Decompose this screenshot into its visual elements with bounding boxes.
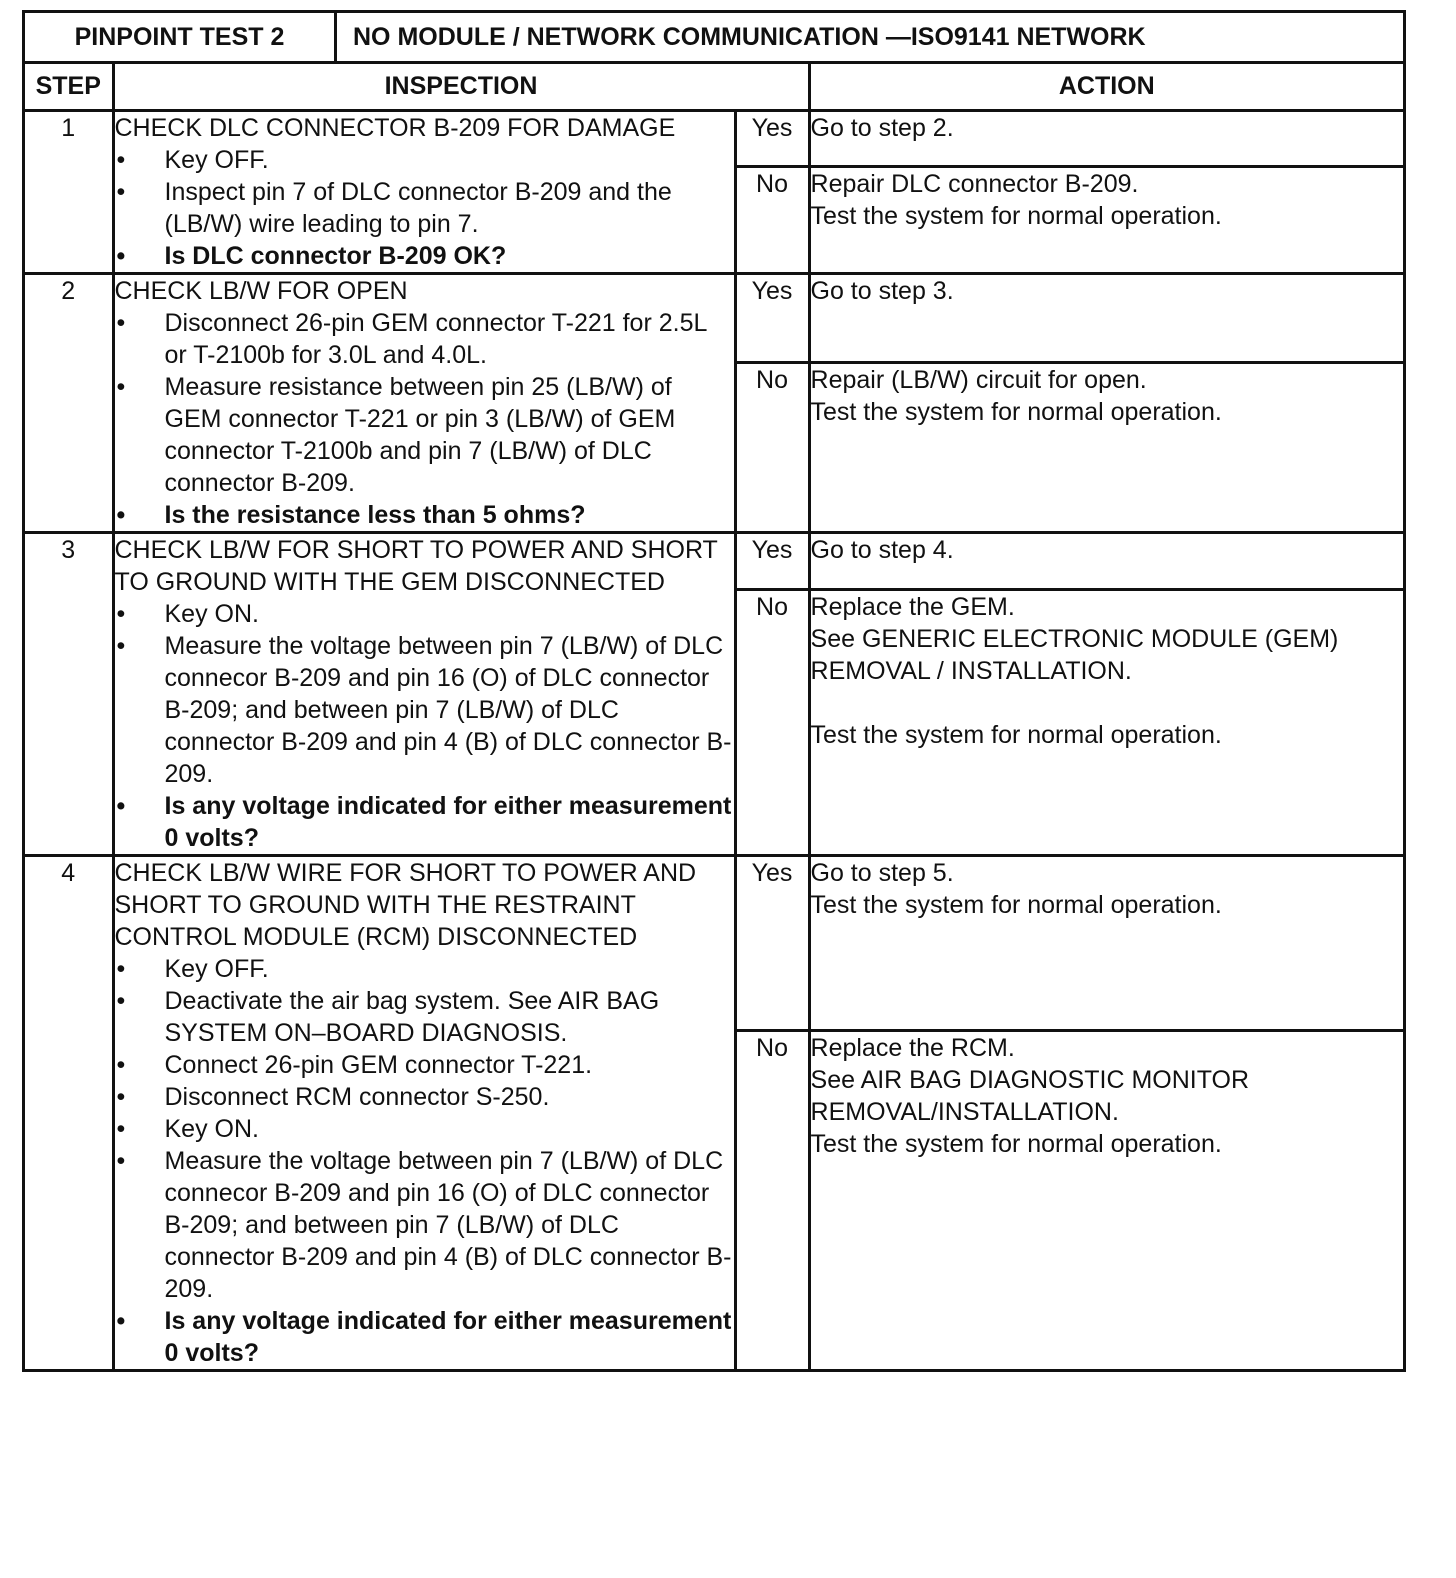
- inspection-bullet: • Key ON.: [115, 1113, 734, 1145]
- inspection-cell: [113, 856, 735, 1370]
- no-label: No: [735, 1031, 809, 1369]
- inspection-bullet: • Connect 26-pin GEM connector T-221.: [115, 1049, 734, 1081]
- action-line: Repair DLC connector B-209.: [810, 169, 1139, 198]
- no-label: No: [735, 362, 809, 532]
- inspection-heading: CHECK LB/W FOR OPEN: [114, 277, 408, 305]
- inspection-bullet: • Key OFF.: [115, 144, 734, 176]
- action-line: Go to step 2.: [810, 114, 954, 142]
- inspection-bullet: • Deactivate the air bag system. See AIR BAG SYSTEM ON–BOARD DIAGNOSIS.: [115, 985, 734, 1049]
- inspection-bullet: • Measure the voltage between pin 7 (LB/W) of DLC connecor B-209 and pin 16 (O) of DLC connector B-209; and between pin 7 (LB/W) of DLC connector B-209 and pin 4 (B) of DLC connector B-209.: [115, 630, 734, 790]
- yes-action: [809, 274, 1403, 363]
- step-row-yes: [25, 111, 1403, 167]
- test-description: NO MODULE / NETWORK COMMUNICATION —ISO9141 NETWORK: [353, 22, 1146, 51]
- inspection-bullet: • Key OFF.: [115, 953, 734, 985]
- inspection-bullet: • Key ON.: [115, 598, 734, 630]
- step-number: 3: [25, 533, 113, 856]
- action-line: Test the system for normal operation.: [810, 721, 1222, 750]
- action-line: Go to step 5.: [810, 859, 954, 887]
- inspection-cell: [113, 274, 735, 533]
- yes-action: [809, 111, 1403, 167]
- inspection-bullet: • Inspect pin 7 of DLC connector B-209 and the (LB/W) wire leading to pin 7.: [115, 176, 734, 240]
- no-action: [809, 1031, 1403, 1369]
- no-label: No: [735, 590, 809, 856]
- inspection-heading: CHECK LB/W FOR SHORT TO POWER AND SHORT TO GROUND WITH THE GEM DISCONNECTED: [114, 536, 718, 596]
- column-header-inspection: INSPECTION: [113, 64, 809, 111]
- action-line: Test the system for normal operation.: [810, 397, 1222, 426]
- yes-label: Yes: [735, 111, 809, 167]
- inspection-bullet: • Measure the voltage between pin 7 (LB/W) of DLC connecor B-209 and pin 16 (O) of DLC connector B-209; and between pin 7 (LB/W) of DLC connector B-209 and pin 4 (B) of DLC connector B-209.: [115, 1145, 734, 1305]
- inspection-cell: [113, 533, 735, 856]
- action-line: Replace the RCM.: [810, 1034, 1015, 1063]
- yes-label: Yes: [735, 533, 809, 590]
- no-label: No: [735, 166, 809, 273]
- inspection-question: • Is DLC connector B-209 OK?: [115, 240, 734, 272]
- steps-body: [25, 111, 1403, 1370]
- inspection-heading: CHECK DLC CONNECTOR B-209 FOR DAMAGE: [114, 114, 676, 142]
- action-line: Repair (LB/W) circuit for open.: [810, 365, 1147, 394]
- inspection-bullet: • Disconnect 26-pin GEM connector T-221 for 2.5L or T-2100b for 3.0L and 4.0L.: [115, 307, 734, 371]
- column-header-step: STEP: [25, 64, 113, 111]
- inspection-bullets: [115, 144, 734, 272]
- action-line: Go to step 3.: [810, 277, 954, 305]
- inspection-heading: CHECK LB/W WIRE FOR SHORT TO POWER AND SHORT TO GROUND WITH THE RESTRAINT CONTROL MODULE (RCM) DISCONNECTED: [114, 859, 697, 951]
- test-id: PINPOINT TEST 2: [25, 13, 337, 61]
- inspection-question: • Is the resistance less than 5 ohms?: [115, 499, 734, 531]
- inspection-cell: [113, 111, 735, 274]
- inspection-bullet: • Disconnect RCM connector S-250.: [115, 1081, 734, 1113]
- yes-action: [809, 856, 1403, 1031]
- inspection-bullets: [115, 307, 734, 531]
- action-line: Test the system for normal operation.: [810, 891, 1222, 919]
- action-line: [811, 687, 1403, 719]
- action-line: Go to step 4.: [810, 536, 954, 564]
- yes-label: Yes: [735, 274, 809, 363]
- step-number: 2: [25, 274, 113, 533]
- action-line: See GENERIC ELECTRONIC MODULE (GEM) REMOVAL / INSTALLATION.: [810, 625, 1339, 686]
- inspection-bullets: [115, 598, 734, 854]
- action-line: Replace the GEM.: [810, 593, 1015, 622]
- no-action: [809, 590, 1403, 856]
- title-row: [25, 13, 1403, 64]
- action-line: See AIR BAG DIAGNOSTIC MONITOR REMOVAL/INSTALLATION.: [810, 1066, 1250, 1127]
- step-row-yes: [25, 274, 1403, 363]
- inspection-question: • Is any voltage indicated for either measurement 0 volts?: [115, 790, 734, 854]
- column-header-row: [25, 64, 1403, 111]
- inspection-bullets: [115, 953, 734, 1369]
- yes-label: Yes: [735, 856, 809, 1031]
- step-number: 1: [25, 111, 113, 274]
- no-action: [809, 362, 1403, 532]
- pinpoint-table: [25, 64, 1403, 1369]
- pinpoint-test-document: [22, 10, 1406, 1372]
- action-line: Test the system for normal operation.: [810, 201, 1222, 230]
- step-row-yes: [25, 533, 1403, 590]
- inspection-question: • Is any voltage indicated for either measurement 0 volts?: [115, 1305, 734, 1369]
- step-row-yes: [25, 856, 1403, 1031]
- inspection-bullet: • Measure resistance between pin 25 (LB/W) of GEM connector T-221 or pin 3 (LB/W) of GEM connector T-2100b and pin 7 (LB/W) of DLC connector B-209.: [115, 371, 734, 499]
- action-line: Test the system for normal operation.: [810, 1130, 1222, 1159]
- step-number: 4: [25, 856, 113, 1370]
- column-header-action: ACTION: [809, 64, 1403, 111]
- yes-action: [809, 533, 1403, 590]
- no-action: [809, 166, 1403, 273]
